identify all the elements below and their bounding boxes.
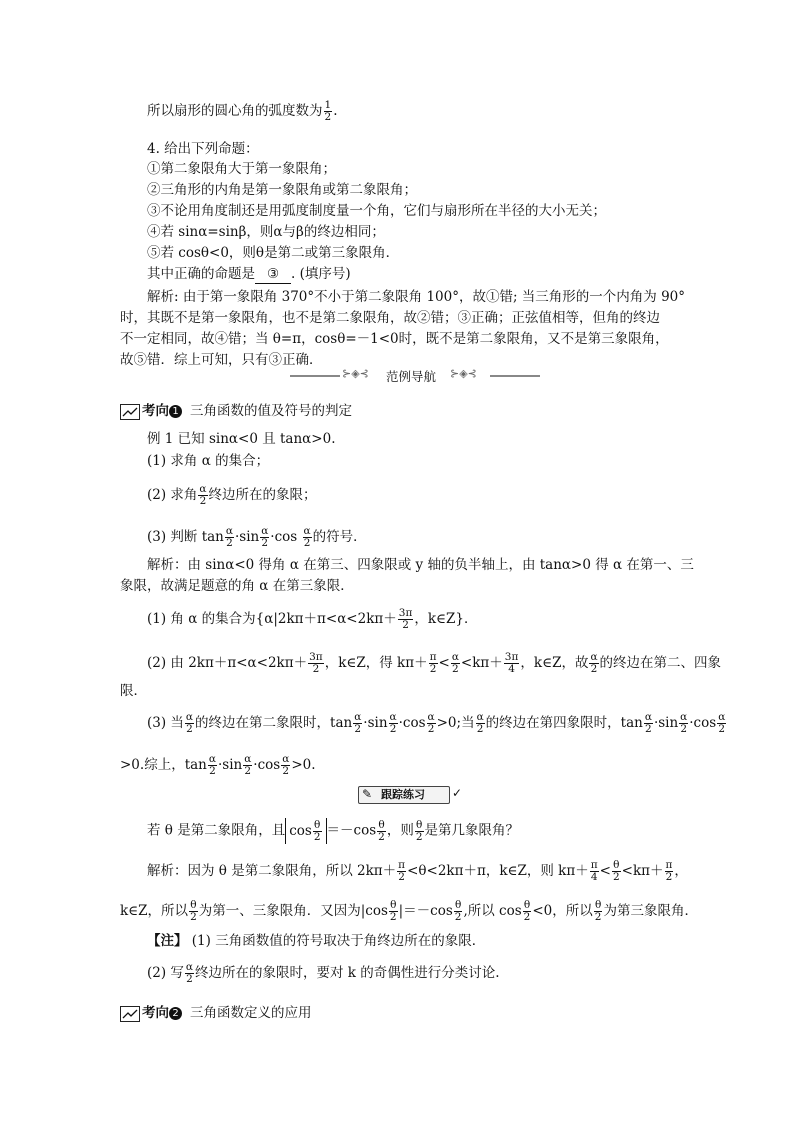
divider-rule-left [290, 375, 340, 377]
number-badge: 1 [169, 405, 182, 418]
example-question: (3) 判断 tan $\frac{\alpha}{2}$ ·sin $\frac{\alpha}{2}$ ·cos $\frac{\alpha}{2}$ 的符号． [147, 525, 367, 549]
example-question: (1) 求角 α 的集合； [147, 453, 270, 469]
kaoxiang-heading: 考向 2 三角函数定义的应用 [120, 1004, 312, 1022]
absolute-value: cos $\frac{\theta}{2}$ [285, 818, 326, 844]
note-label: 【注】 [147, 933, 188, 949]
check-icon: ✓ [452, 786, 463, 800]
note-line: (2) 写 $\frac{\alpha}{2}$ 终边所在的象限时，要对 k 的奇偶性进行分类讨论. [147, 961, 500, 985]
analysis-line: 解析: 由于第一象限角 370°不小于第二象限角 100°，故①错; 当三角形的一个内角为 90° [147, 289, 686, 305]
intro-line: 所以扇形的圆心角的弧度数为 $\frac{1}{2}$ . [147, 99, 338, 123]
track-practice-text: 跟踪练习 [381, 788, 425, 801]
solution-line: (2) 由 2kπ＋π<α<2kπ＋ $\frac{3\pi}{2}$ ，k∈Z，得 kπ＋ $\frac{\pi}{2}$ < $\frac{\alpha}{2}$ <kπ＋ $\frac{3\pi}{4}$ ，k∈Z，故 $\frac{\alpha}{2}$ 的终边在第二、四象 [147, 651, 722, 675]
answer-line: 其中正确的命题是 ③ . (填序号) [147, 266, 351, 282]
note-line: 【注】 (1) 三角函数值的符号取决于角终边所在的象限． [147, 933, 486, 949]
practice-question: 若 θ 是第二象限角，且 cos $\frac{\theta}{2}$ ＝－cos $\frac{\theta}{2}$ ，则 $\frac{\theta}{2}$ 是第几象限角？ [147, 818, 520, 843]
trend-icon [120, 1006, 140, 1022]
practice-solution: k∈Z，所以 $\frac{\theta}{2}$ 为第一、三象限角．又因为|cos $\frac{\theta}{2}$ |＝－cos $\frac{\theta}{2}$ ,所以 cos $\frac{\theta}{2}$ <0，所以 $\frac{\theta}{2}$ 为第三象限角． [120, 899, 698, 923]
ornament-icon: ⊱◈⊰ [342, 367, 369, 380]
kaoxiang-heading: 考向 1 三角函数的值及符号的判定 [120, 402, 352, 420]
solution-line: (3) 当 $\frac{\alpha}{2}$ 的终边在第二象限时，tan $\frac{\alpha}{2}$ ·sin $\frac{\alpha}{2}$ ·cos $\frac{\alpha}{2}$ >0;当 $\frac{\alpha}{2}$ 的终边在第四象限时，tan $\frac{\alpha}{2}$ ·sin $\frac{\alpha}{2}$ ·cos $\frac{\alpha}{2}$ [147, 711, 726, 735]
fraction: $\frac{1}{2}$ [324, 99, 332, 123]
example-stem: 例 1 已知 sinα<0 且 tanα>0. [147, 431, 336, 447]
solution-line: >0.综上，tan $\frac{\alpha}{2}$ ·sin $\frac{\alpha}{2}$ ·cos $\frac{\alpha}{2}$ >0. [120, 753, 316, 777]
section-title: 范例导航 [386, 369, 437, 384]
trend-icon [120, 404, 140, 420]
kaoxiang-title: 三角函数的值及符号的判定 [190, 403, 352, 419]
analysis-line: 不一定相同，故④错；当 θ=π，cosθ=－1<0时，既不是第二象限角，又不是第三象限角， [120, 331, 669, 347]
practice-solution: 解析：因为 θ 是第二象限角，所以 2kπ＋ $\frac{\pi}{2}$ <θ<2kπ＋π，k∈Z，则 kπ＋ $\frac{\pi}{4}$ < $\frac{\theta}{2}$ <kπ＋ $\frac{\pi}{2}$ ， [147, 859, 688, 883]
analysis-line: 时，其既不是第一象限角，也不是第二象限角，故②错；③正确；正弦值相等，但角的终边 [120, 310, 660, 326]
analysis-line: 解析：由 sinα<0 得角 α 在第三、四象限或 y 轴的负半轴上，由 tanα>0 得 α 在第一、三 [147, 557, 694, 573]
analysis-line: 象限，故满足题意的角 α 在第三象限． [120, 578, 354, 594]
solution-line: 限． [120, 683, 147, 699]
intro-text: 所以扇形的圆心角的弧度数为 [147, 103, 323, 119]
proposition-item: ①第二象限角大于第一象限角； [147, 161, 336, 177]
proposition-item: ⑤若 cosθ<0，则θ是第二或第三象限角． [147, 245, 400, 261]
pencil-icon: ✎ [362, 787, 373, 801]
number-badge: 2 [169, 1007, 182, 1020]
proposition-item: ②三角形的内角是第一象限角或第二象限角； [147, 182, 417, 198]
fraction: $\frac{\alpha}{2}$ [199, 483, 207, 507]
problem-title: 4. 给出下列命题： [147, 141, 259, 157]
ornament-icon: ⊱◈⊰ [450, 367, 477, 380]
kaoxiang-title: 三角函数定义的应用 [190, 1005, 312, 1021]
section-divider [290, 367, 540, 385]
solution-line: (1) 角 α 的集合为{α|2kπ＋π<α<2kπ＋ $\frac{3\pi}{2}$ ，k∈Z}． [147, 607, 478, 631]
proposition-item: ③不论用角度制还是用弧度制度量一个角，它们与扇形所在半径的大小无关； [147, 203, 606, 219]
track-practice-label [358, 784, 466, 804]
proposition-item: ④若 sinα=sinβ，则α与β的终边相同； [147, 224, 385, 240]
analysis-line: 故⑤错．综上可知，只有③正确． [120, 352, 323, 368]
example-question: (2) 求角 $\frac{\alpha}{2}$ 终边所在的象限； [147, 483, 317, 507]
answer-blank: ③ [255, 265, 291, 284]
divider-rule-right [490, 375, 540, 377]
